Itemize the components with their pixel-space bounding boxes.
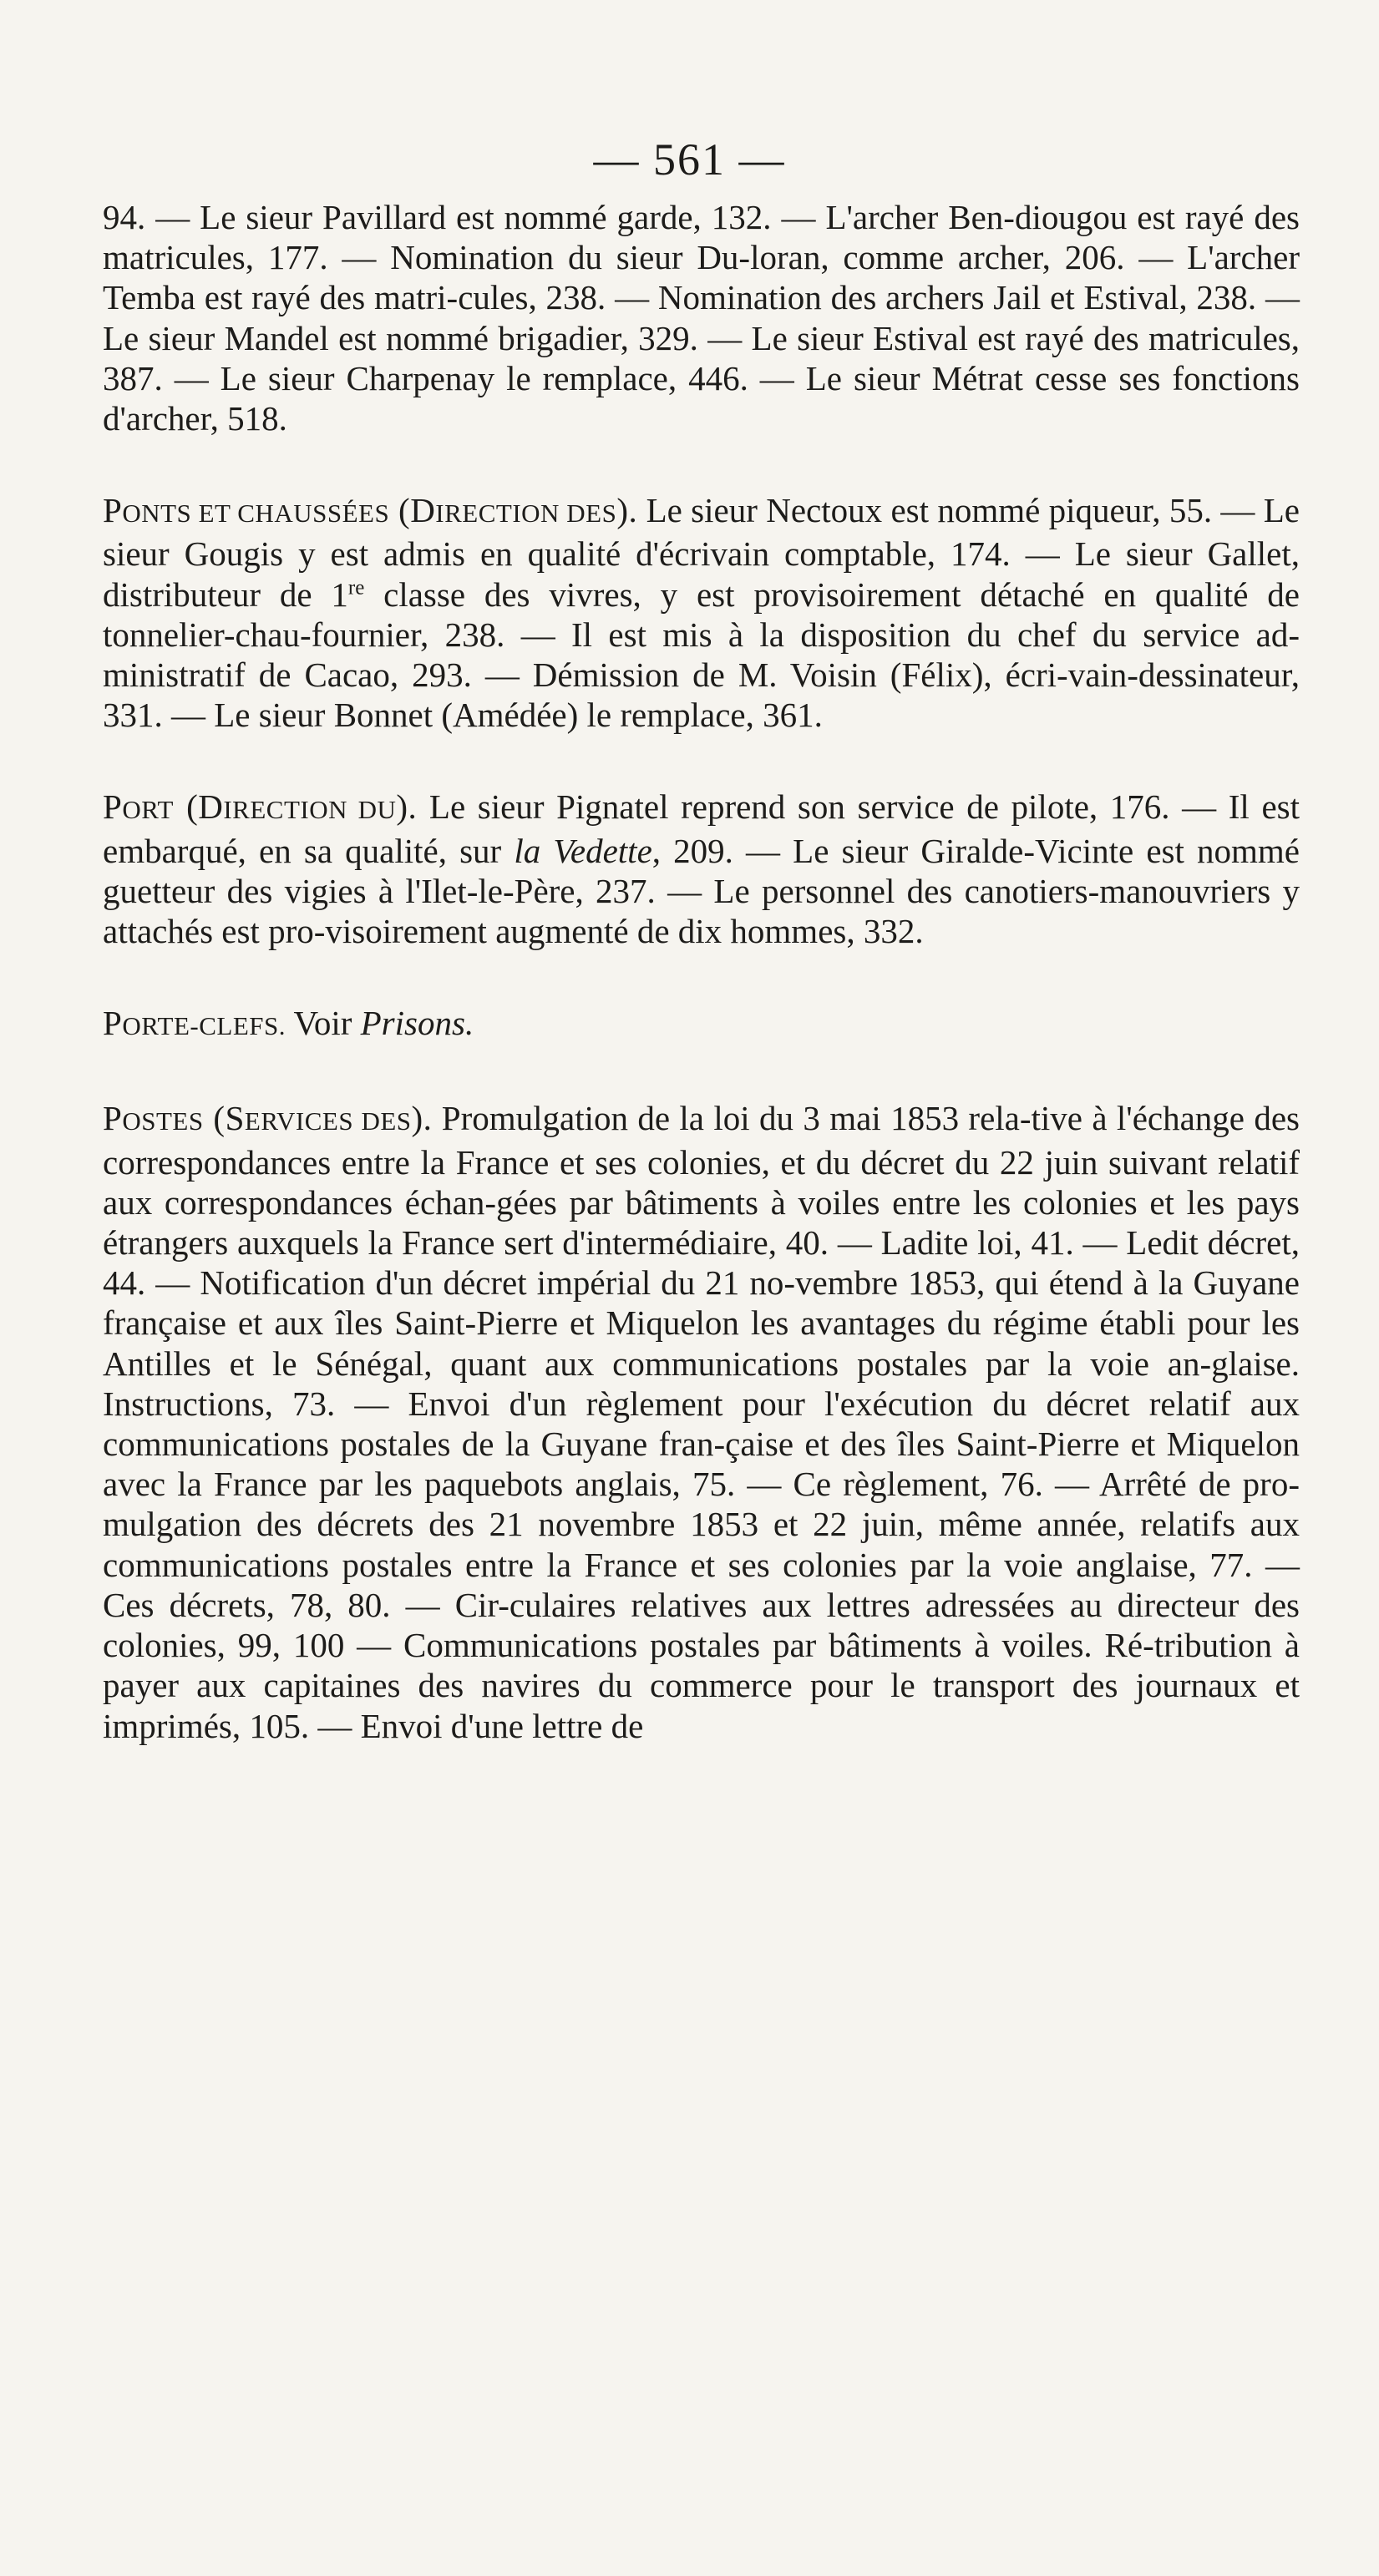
entry-text: Promulgation de la loi du 3 mai 1853 rela-tive à l'échange des correspondances entre la France et ses colonies, et du décret du 22 juin suivant relatif aux correspondances échan-gées par bâtiments à voiles entre les colonies et les pays étrangers auxquels la France sert d'intermédiaire, 40. — Ladite loi, 41. — Ledit décret, 44. — Notification d'un décret impérial du 21 no-vembre 1853, qui étend à la Guyane française et aux îles Saint-Pierre et Miquelon les avantages du régime établi pour les Antilles et le Sénégal, quant aux communications postales par la voie an-glaise. Instructions, 73. — Envoi d'un règlement pour l'exécution du décret relatif aux communications postales de la Guyane fran-çaise et des îles Saint-Pierre et Miquelon avec la France par les paquebots anglais, 75. — Ce règlement, 76. — Arrêté de pro-mulgation des décrets des 21 novembre 1853 et 22 juin, même année, relatifs aux communications postales entre la France et ses colonies par la voie anglaise, 77. — Ces décrets, 78, 80. — Cir-culaires relatives aux lettres adressées au directeur des colonies, 99, 100 — Communications postales par bâtiments à voiles. Ré-tribution à payer aux capitaines des navires du commerce pour le transport des journaux et imprimés, 105. — Envoi d'une lettre de <box>103 1099 1300 1745</box>
index-entry-archers-continued <box>103 197 1300 438</box>
entry-heading: POSTES (SERVICES DES). <box>103 1099 433 1138</box>
index-entry-porte-clefs <box>103 1003 1300 1046</box>
page-number: — 561 — <box>593 134 786 185</box>
entry-text-cont: , 209. — Le sieur Giralde-Vicinte est nommé guetteur des vigies à l'Ilet-le-Père, 237. — Le personnel des canotiers-manouvriers y attachés est pro-visoirement augmenté de dix hommes, 332. <box>103 831 1300 951</box>
entry-text: 94. — Le sieur Pavillard est nommé garde, 132. — L'archer Ben-diougou est rayé des matricules, 177. — Nomination du sieur Du-loran, comme archer, 206. — L'archer Temba est rayé des matri-cules, 238. — Nomination des archers Jail et Estival, 238. — Le sieur Mandel est nommé brigadier, 329. — Le sieur Estival est rayé des matricules, 387. — Le sieur Charpenay le remplace, 446. — Le sieur Métrat cesse ses fonctions d'archer, 518. <box>103 198 1300 438</box>
cross-reference: Prisons. <box>360 1004 474 1043</box>
index-entry-ponts-et-chaussees <box>103 490 1300 735</box>
superscript: re <box>347 575 365 599</box>
entry-heading: PONTS ET CHAUSSÉES (DIRECTION DES). <box>103 491 638 530</box>
entry-text: Le sieur Nectoux est nommé piqueur, 55. — Le sieur Gougis y est admis en qualité d'écrivain comptable, 174. — Le sieur Gallet, distributeur de 1 <box>103 491 1300 614</box>
entry-text-cont: classe des vivres, y est provisoirement détaché en qualité de tonnelier-chau-fournier, 238. — Il est mis à la disposition du chef du service ad-ministratif de Cacao, 293. — Démission de M. Voisin (Félix), écri-vain-dessinateur, 331. — Le sieur Bonnet (Amédée) le remplace, 361. <box>103 574 1300 735</box>
entry-text: Le sieur Pignatel reprend son service de pilote, 176. — Il est embarqué, en sa qualité, sur <box>103 787 1300 870</box>
ship-name: la Vedette <box>514 831 652 870</box>
entry-heading: PORT (DIRECTION DU). <box>103 787 418 827</box>
index-entry-postes <box>103 1098 1300 1745</box>
index-entry-port <box>103 787 1300 951</box>
entry-heading: PORTE-CLEFS. <box>103 1004 286 1043</box>
index-content <box>103 197 1300 1798</box>
entry-text: Voir <box>286 1004 361 1043</box>
